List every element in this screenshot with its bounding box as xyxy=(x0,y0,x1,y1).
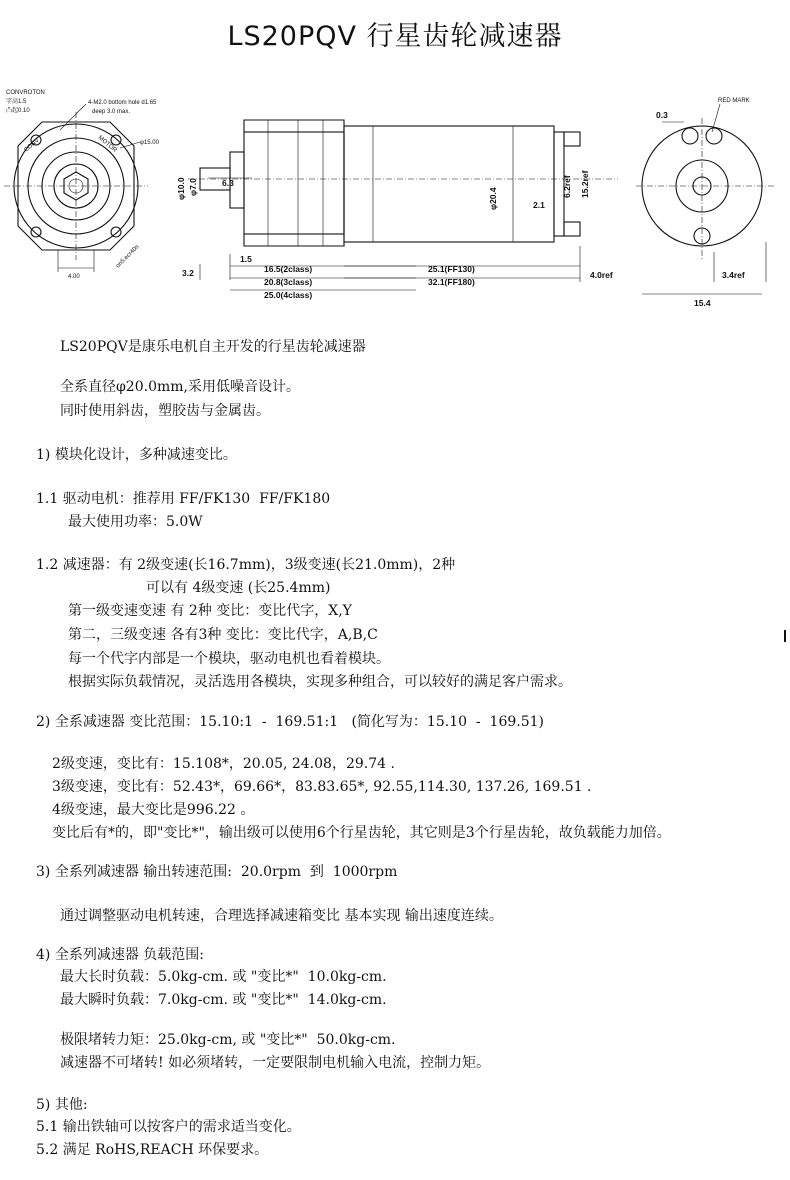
dim-2class: 16.5(2class) xyxy=(264,264,313,274)
ratio-note: 变比后有*的，即"变比*"，输出级可以使用6个行星齿轮，其它则是3个行星齿轮，故负载能力加倍。 xyxy=(52,825,671,841)
dim-21: 2.1 xyxy=(533,200,545,210)
front-end-view xyxy=(0,82,180,292)
stall-warning: 减速器不可堵转! 如必须堵转，一定要限制电机输入电流，控制力矩。 xyxy=(60,1055,491,1071)
dim-d204: φ20.4 xyxy=(488,187,498,210)
other-5-1: 5.1 输出铁轴可以按客户的需求适当变化。 xyxy=(36,1119,301,1135)
ratio-4stage: 4级变速，最大变比是996.22 。 xyxy=(52,802,255,818)
dim-d10: φ10.0 xyxy=(176,177,186,200)
stage1-ratio-line: 第一级变速变速 有 2种 变比：变比代字，X,Y xyxy=(68,603,352,619)
reducer-4stage-line: 可以有 4级变速 (长25.4mm) xyxy=(146,580,331,596)
dim-03: 0.3 xyxy=(656,110,668,120)
module-line: 每一个代字内部是一个模块，驱动电机也看着模块。 xyxy=(68,651,390,667)
rear-end-view xyxy=(636,82,786,312)
stall-torque: 极限堵转力矩：25.0kg-cm, 或 "变比*" 50.0kg-cm. xyxy=(60,1032,396,1048)
pcd-label: φ15.00 xyxy=(140,140,159,146)
drive-motor-line: 1.1 驱动电机：推荐用 FF/FK130 FF/FK180 xyxy=(36,491,331,507)
red-mark-label: RED MARK xyxy=(718,98,750,104)
dim-d7: φ7.0 xyxy=(188,178,198,196)
dim-32: 3.2 xyxy=(182,268,194,278)
intro-line: LS20PQV是康乐电机自主开发的行星齿轮减速器 xyxy=(60,339,366,355)
ratio-2stage: 2级变速，变比有：15.108*，20.05, 24.08，29.74 . xyxy=(52,756,395,772)
section-4-heading: 4) 全系列减速器 负载范围: xyxy=(36,947,204,963)
spec-gears: 同时使用斜齿，塑胶齿与金属齿。 xyxy=(60,403,270,419)
dim-side-text: on5.ecr40s xyxy=(115,244,141,270)
dim-154: 15.4 xyxy=(694,298,711,308)
margin-mark xyxy=(784,630,786,642)
side-view xyxy=(178,82,628,312)
drawing-label-raised: 凸起0.10 xyxy=(6,108,30,114)
max-instant-load: 最大瞬时负载：7.0kg-cm. 或 "变比*" 14.0kg-cm. xyxy=(60,992,387,1008)
section-1-heading: 1) 模块化设计，多种减速变比。 xyxy=(36,447,237,463)
section-2-heading: 2) 全系减速器 变比范围：15.10:1 - 169.51:1 (简化写为：15.10 - 169.51) xyxy=(36,714,544,730)
ratio-3stage: 3级变速，变比有：52.43*，69.66*，83.83.65*, 92.55,114.30, 137.26, 169.51 . xyxy=(52,779,592,795)
dim-ff130: 25.1(FF130) xyxy=(428,264,475,274)
combination-line: 根据实际负载情况，灵活选用各模块，实现多种组合，可以较好的满足客户需求。 xyxy=(68,674,572,690)
dim-400: 4.00 xyxy=(68,274,80,280)
dim-62ref: 6.2ref xyxy=(562,175,572,198)
section-3-heading: 3) 全系列减速器 输出转速范围: 20.0rpm 到 1000rpm xyxy=(36,864,398,880)
dim-34ref: 3.4ref xyxy=(722,270,745,280)
max-continuous-load: 最大长时负载：5.0kg-cm. 或 "变比*" 10.0kg-cm. xyxy=(60,969,387,985)
technical-drawing xyxy=(0,82,790,312)
spec-diameter: 全系直径φ20.0mm,采用低噪音设计。 xyxy=(60,379,300,395)
page-title: LS20PQV 行星齿轮减速器 xyxy=(227,21,563,52)
other-5-2: 5.2 满足 RoHS,REACH 环保要求。 xyxy=(36,1142,269,1158)
dim-ff180: 32.1(FF180) xyxy=(428,277,475,287)
dim-4class: 25.0(4class) xyxy=(264,290,313,300)
dim-40ref: 4.0ref xyxy=(590,270,613,280)
max-power-line: 最大使用功率：5.0W xyxy=(68,514,203,530)
motor-text-left: CONV xyxy=(23,137,41,154)
speed-note: 通过调整驱动电机转速，合理选择减速箱变比 基本实现 输出速度连续。 xyxy=(60,908,503,924)
dim-63: 6.3 xyxy=(222,178,234,188)
dim-152ref: 15.2ref xyxy=(580,170,590,198)
section-5-heading: 5) 其他: xyxy=(36,1097,88,1113)
hole-note-2: deep 3.0 max. xyxy=(92,109,131,115)
drawing-label-convroton: CONVROTON xyxy=(6,90,45,96)
stage23-ratio-line: 第二，三级变速 各有3种 变比：变比代字，A,B,C xyxy=(68,627,378,643)
hole-note-1: 4-M2.0 bottom hole d1.65 xyxy=(88,100,157,106)
reducer-line: 1.2 减速器：有 2级变速(长16.7mm)，3级变速(长21.0mm)，2种 xyxy=(36,557,456,573)
dim-15: 1.5 xyxy=(240,254,252,264)
motor-text-right: MOTOR xyxy=(96,134,118,154)
dim-3class: 20.8(3class) xyxy=(264,277,313,287)
drawing-label-char-height: 字高1.5 xyxy=(6,99,27,105)
